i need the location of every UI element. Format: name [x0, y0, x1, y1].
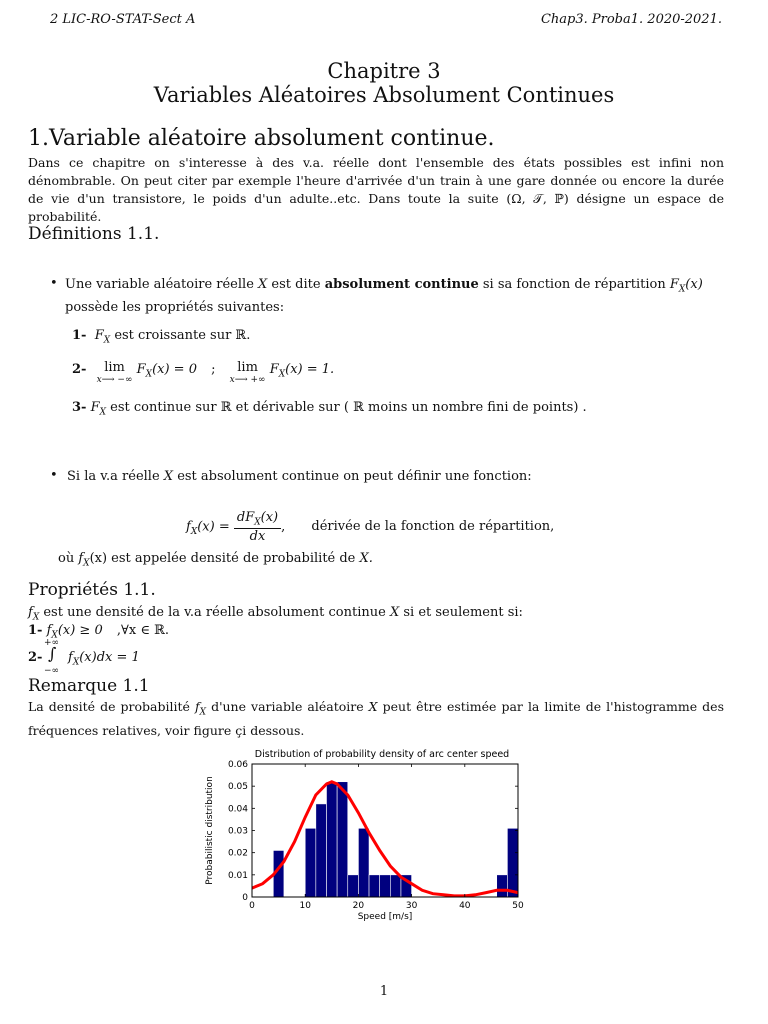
- y-tick-label: 0.03: [227, 826, 248, 837]
- page-number: 1: [379, 984, 389, 999]
- definitions-heading: Définitions 1.1.: [28, 224, 160, 244]
- histogram-bars: [273, 782, 518, 897]
- property-normalization: 2- +∞ ∫ −∞ $f_X(x)dx = 1$: [28, 638, 140, 676]
- remark-heading: Remarque 1.1: [28, 676, 150, 696]
- x-tick-label: 0: [249, 901, 255, 911]
- y-tick-label: 0.06: [227, 760, 248, 770]
- property-item-3: 3- $F_X$ est continue sur ℝ et dérivable sur ( ℝ moins un nombre fini de points) .: [72, 400, 587, 418]
- x-tick-label: 10: [299, 901, 311, 911]
- x-tick-label: 20: [352, 901, 365, 911]
- histogram-bar: [348, 875, 359, 897]
- bold-term: absolument continue: [324, 277, 479, 292]
- definition-bullet-2: Si la v.a réelle X est absolument continue on peut définir une fonction:: [67, 469, 532, 484]
- running-header-right: Chap3. Proba1. 2020-2021.: [540, 12, 722, 27]
- property-positivity: 1- $f_X(x) \ge 0$ ,∀x ∈ ℝ.: [28, 623, 170, 641]
- chapter-number: Chapitre 3: [327, 59, 441, 83]
- chart-title: Distribution of probability density of arc center speed: [254, 749, 510, 760]
- y-tick-label: 0.02: [227, 848, 248, 859]
- histogram-bar: [316, 804, 327, 897]
- x-tick-label: 50: [512, 901, 524, 911]
- bullet-marker: •: [50, 468, 58, 483]
- y-tick-label: 0.04: [227, 804, 248, 815]
- histogram-bar: [326, 782, 337, 897]
- x-tick-label: 40: [459, 901, 471, 911]
- density-definition: où $f_X(x)$ est appelée densité de probabilité de X.: [58, 551, 373, 569]
- x-axis-label: Speed [m/s]: [357, 912, 413, 922]
- x-tick-label: 30: [405, 901, 418, 911]
- bullet-marker: •: [50, 276, 58, 291]
- intro-paragraph: Dans ce chapitre on s'interesse à des v.a. réelle dont l'ensemble des états possibles est infini non dénombrable. On peut citer par exemple l'heure d'arrivée d'un train à une gare donnée ou encore la durée de vie d'un transistore, le poids d'un adulte..etc. Dans toute la suite (Ω, 𝒯, ℙ) désigne un espace de probabilité.: [28, 155, 724, 224]
- histogram-bar: [358, 828, 369, 897]
- histogram-bar: [497, 875, 508, 897]
- histogram-bar: [380, 875, 391, 897]
- running-header-left: 2 LIC-RO-STAT-Sect A: [50, 12, 196, 27]
- derivative-fraction: $\frac{dF_X(x)}{dx}$: [234, 510, 281, 544]
- chapter-title: Variables Aléatoires Absolument Continues: [153, 83, 615, 107]
- histogram-bar: [507, 828, 518, 897]
- properties-heading: Propriétés 1.1.: [28, 580, 156, 600]
- definition-bullet-1: Une variable aléatoire réelle X est dite absolument continue si sa fonction de répartition $F_X(x)$ possède les propriétés suivantes:: [65, 277, 703, 315]
- property-item-1: 1- $F_X$ est croissante sur ℝ.: [72, 328, 251, 346]
- property-item-2: 2- lim x⟶ −∞ $F_X(x) = 0$ ; lim x⟶ +∞ $F_X(x) = 1$.: [72, 360, 335, 385]
- histogram-bar: [390, 875, 401, 897]
- histogram-bar: [337, 782, 348, 897]
- y-tick-label: 0.05: [227, 782, 248, 793]
- remark-paragraph: La densité de probabilité $f_X$ d'une variable aléatoire X peut être estimée par la limite de l'histogramme des fréquences relatives, voir figure çi dessous.: [28, 699, 724, 738]
- histogram-bar: [305, 828, 316, 897]
- density-histogram-chart: [196, 740, 536, 930]
- histogram-bar: [369, 875, 380, 897]
- density-formula: $f_X(x)$ = $\frac{dF_X(x)}{dx}$ , dérivée de la fonction de répartition,: [186, 510, 555, 544]
- section-heading: 1.Variable aléatoire absolument continue.: [28, 126, 495, 151]
- y-axis-label: Probabilistic distribution: [205, 776, 215, 885]
- properties-intro: $f_X$ est une densité de la v.a réelle absolument continue X si et seulement si:: [28, 605, 523, 623]
- y-tick-label: 0.01: [227, 870, 248, 881]
- y-tick-label: 0: [242, 893, 248, 903]
